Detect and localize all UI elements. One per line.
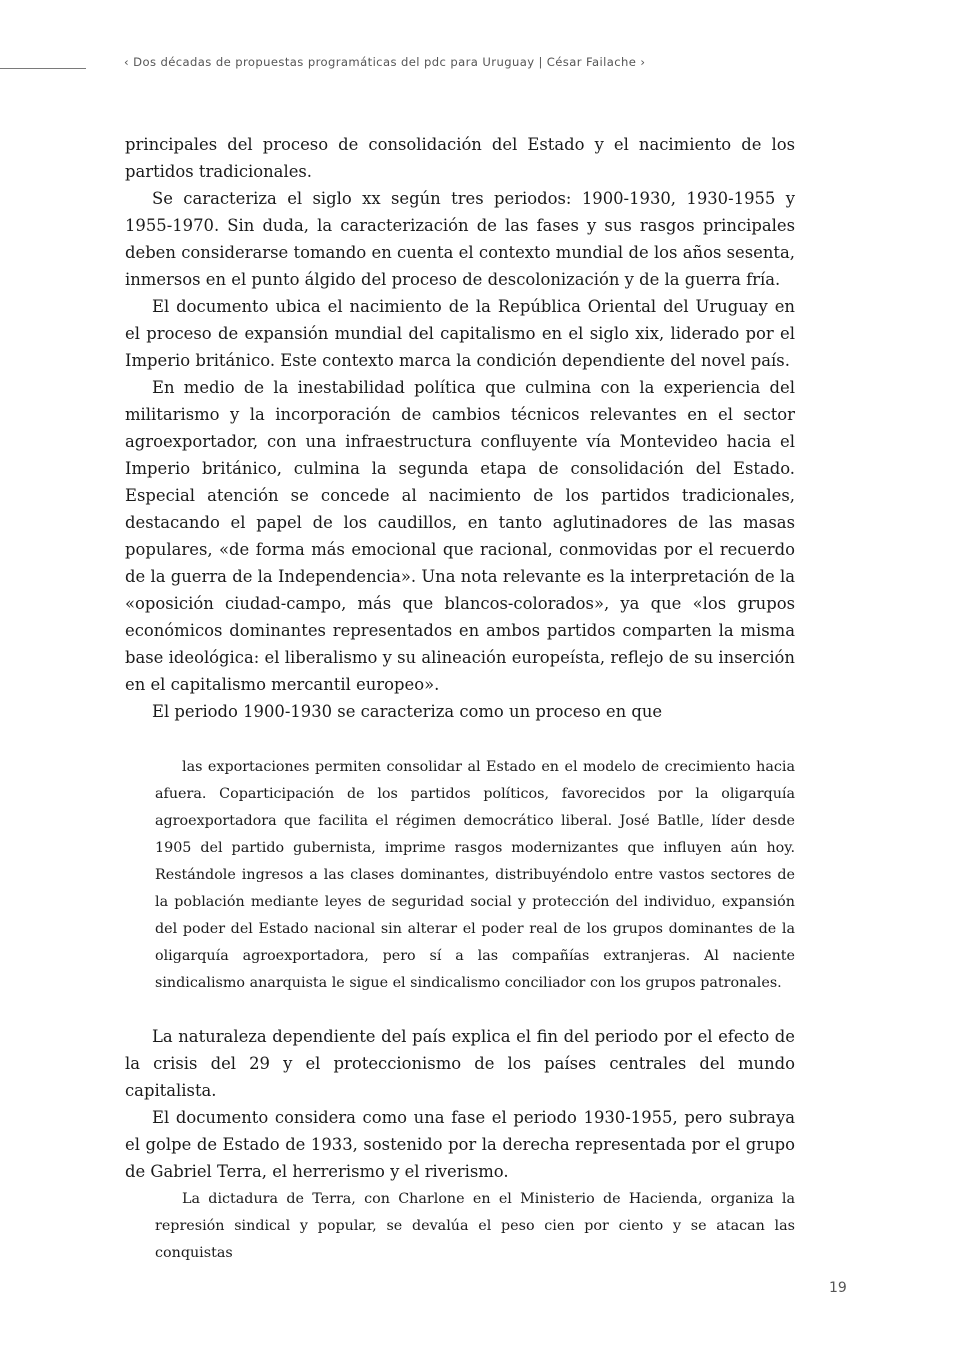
page-number: 19 — [829, 1280, 847, 1296]
running-title: ‹ Dos décadas de propuestas programáticas del pdc para Uruguay — [124, 55, 535, 69]
block-quote-1 — [155, 754, 795, 997]
paragraph: El documento considera como una fase el periodo 1930-1955, pero subraya el golpe de Estado de 1933, sostenido por la derecha representada por el grupo de Gabriel Terra, el herrerismo y el riverismo. — [125, 1108, 795, 1181]
running-header — [124, 55, 804, 69]
running-author: César Failache › — [546, 55, 646, 69]
block-quote-2 — [155, 1186, 795, 1267]
paragraph: El periodo 1900-1930 se caracteriza como un proceso en que — [152, 702, 663, 721]
quote-text: La dictadura de Terra, con Charlone en el Ministerio de Hacienda, organiza la represión sindical y popular, se devalúa el peso cien por ciento y se atacan las conquistas — [155, 1191, 795, 1261]
body-text-top — [125, 131, 795, 725]
paragraph: El documento ubica el nacimiento de la República Oriental del Uruguay en el proceso de expansión mundial del capitalismo en el siglo xix, liderado por el Imperio británico. Este contexto marca la condición dependiente del novel país. — [125, 297, 795, 370]
paragraph: Se caracteriza el siglo xx según tres periodos: 1900-1930, 1930-1955 y 1955-1970. Sin duda, la caracterización de las fases y sus rasgos principales deben considerarse tomando en cuenta el contexto mundial de los años sesenta, inmersos en el punto álgido del proceso de descolonización y de la guerra fría. — [125, 189, 795, 289]
quote-text: las exportaciones permiten consolidar al Estado en el modelo de crecimiento hacia afuera. Coparticipación de los partidos políticos, favorecidos por la oligarquía agroexportadora que facilita el régimen democrático liberal. José Batlle, líder desde 1905 del partido gubernista, imprime rasgos modernizantes que influyen aún hoy. Restándole ingresos a las clases dominantes, distribuyéndolo entre vastos sectores de la población mediante leyes de seguridad social y protección del individuo, expansión del poder del Estado nacional sin alterar el poder real de los grupos dominantes de la oligarquía agroexportadora, pero sí a las compañías extranjeras. Al naciente sindicalismo anarquista le sigue el sindicalismo conciliador con los grupos patronales. — [155, 759, 795, 991]
body-text-middle — [125, 1023, 795, 1185]
paragraph: principales del proceso de consolidación del Estado y el nacimiento de los partidos tradicionales. — [125, 135, 795, 181]
paragraph: En medio de la inestabilidad política que culmina con la experiencia del militarismo y la incorporación de cambios técnicos relevantes en el sector agroexportador, con una infraestructura confluyente vía Montevideo hacia el Imperio británico, culmina la segunda etapa de consolidación del Estado. Especial atención se concede al nacimiento de los partidos tradicionales, destacando el papel de los caudillos, en tanto aglutinadores de las masas populares, «de forma más emocional que racional, conmovidas por el recuerdo de la guerra de la Independencia». Una nota relevante es la interpretación de la «oposición ciudad-campo, más que blancos-colorados», ya que «los grupos económicos dominantes representados en ambos partidos comparten la misma base ideológica: el liberalismo y su alineación europeísta, reflejo de su inserción en el capitalismo mercantil europeo». — [125, 378, 795, 694]
header-separator: | — [538, 55, 543, 69]
paragraph: La naturaleza dependiente del país explica el fin del periodo por el efecto de la crisis del 29 y el proteccionismo de los países centrales del mundo capitalista. — [125, 1027, 795, 1100]
header-rule — [0, 68, 86, 69]
